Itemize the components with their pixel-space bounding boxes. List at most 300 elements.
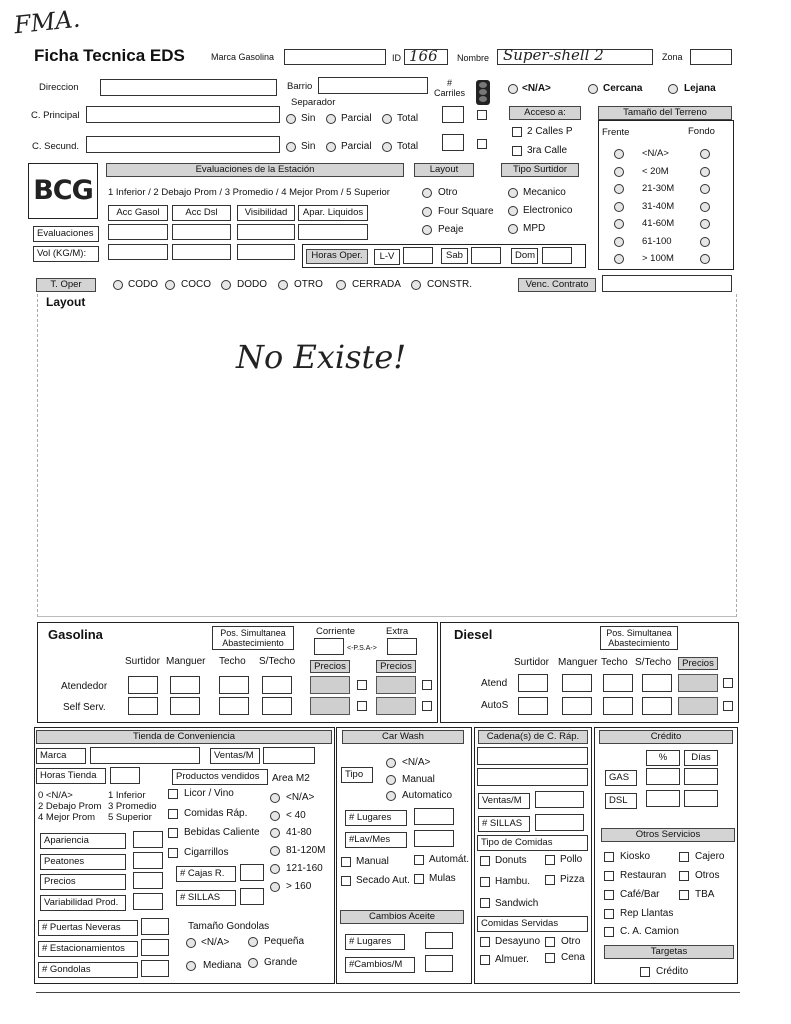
horas-dom-label: Dom: [511, 248, 538, 264]
cadena-name-field-1[interactable]: [477, 747, 588, 765]
layout-peaje-radio[interactable]: [422, 225, 432, 235]
comida-donuts-checkbox[interactable]: [480, 856, 490, 866]
diesel-r0-c0-field[interactable]: [518, 674, 548, 692]
servicio-checkbox-0[interactable]: [604, 852, 614, 862]
gondola-na-label: <N/A>: [201, 937, 230, 948]
distance-lejana-radio[interactable]: [668, 84, 678, 94]
producto-checkbox-0[interactable]: [168, 789, 178, 799]
toper-coco-radio[interactable]: [165, 280, 175, 290]
servida-desayuno-checkbox[interactable]: [480, 937, 490, 947]
surtidor-mecanico-label: Mecanico: [523, 187, 566, 198]
distance-cercana-radio[interactable]: [588, 84, 598, 94]
gondolas-field[interactable]: [141, 960, 169, 977]
targeta-credito-checkbox[interactable]: [640, 967, 650, 977]
diesel-r0-c1-field[interactable]: [562, 674, 592, 692]
sep1-total-label: Total: [397, 113, 419, 124]
carwash-automat-checkbox[interactable]: [414, 855, 424, 865]
toper-otro-label: OTRO: [294, 279, 323, 290]
tienda-sillas-field[interactable]: [240, 888, 264, 905]
credito-gas-label: GAS: [605, 770, 637, 786]
terreno-fondo-radio-0[interactable]: [700, 149, 710, 159]
diesel-r0-c2-field[interactable]: [603, 674, 633, 692]
comida-pollo-label: Pollo: [560, 854, 583, 865]
diesel-col-stecho: S/Techo: [635, 657, 672, 668]
toper-dodo-label: DODO: [237, 279, 267, 290]
tienda-eval-field-0[interactable]: [133, 831, 163, 848]
nombre-label: Nombre: [457, 53, 490, 63]
acceso-3racalle-checkbox[interactable]: [512, 146, 522, 156]
carwash-manual-radio[interactable]: [386, 775, 396, 785]
gasolina-psa-label: <-P.S.A->: [347, 645, 377, 652]
producto-checkbox-3[interactable]: [168, 848, 178, 858]
servicio-label-5: TBA: [695, 889, 715, 900]
carwash-header: Car Wash: [342, 730, 464, 744]
credito-gas-pct-field[interactable]: [646, 768, 680, 785]
terreno-frente-radio-2[interactable]: [614, 184, 624, 194]
toper-constr-radio[interactable]: [411, 280, 421, 290]
distance-na-label: <N/A>: [522, 83, 551, 94]
eval-col-acc-dsl: Acc Dsl: [172, 205, 231, 221]
tamano-gondolas-label: Tamaño Gondolas: [188, 921, 270, 932]
acceso-header: Acceso a:: [509, 106, 581, 120]
tienda-ventas-field[interactable]: [263, 747, 315, 764]
gasolina-r1-c0-field[interactable]: [128, 697, 158, 715]
direccion-field[interactable]: [100, 79, 277, 96]
servicio-checkbox-4[interactable]: [604, 890, 614, 900]
gasolina-precios-corriente-label: Precios: [310, 660, 350, 673]
servicio-checkbox-3[interactable]: [679, 871, 689, 881]
producto-checkbox-2[interactable]: [168, 828, 178, 838]
gasolina-r0-c2-field[interactable]: [219, 676, 249, 694]
c-secund-label: C. Secund.: [32, 141, 79, 152]
acceso-3racalle-label: 3ra Calle: [527, 145, 568, 156]
servicio-label-0: Kiosko: [620, 851, 651, 862]
venc-contrato-field[interactable]: [602, 275, 732, 292]
cadena-sillas-field[interactable]: [535, 814, 584, 831]
diesel-row-autos: AutoS: [481, 700, 509, 711]
toper-dodo-radio[interactable]: [221, 280, 231, 290]
layout-handwritten-note: No Existe!: [236, 338, 407, 376]
terreno-fondo-radio-1[interactable]: [700, 167, 710, 177]
gasolina-precio-extra-check-r0[interactable]: [422, 680, 432, 690]
carwash-lugares-label: # Lugares: [345, 810, 407, 826]
toper-cerrada-label: CERRADA: [352, 279, 401, 290]
marca-gasolina-label: Marca Gasolina: [211, 52, 275, 62]
sep1-parcial-radio[interactable]: [326, 114, 336, 124]
gasolina-precio-extra-r0[interactable]: [376, 676, 416, 694]
servida-cena-label: Cena: [561, 952, 585, 963]
acceso-2calles-label: 2 Calles P: [527, 126, 573, 137]
id-handwritten-value: 166: [409, 47, 438, 65]
cambios-lugares-label: # Lugares: [345, 934, 405, 950]
diesel-precio-r1[interactable]: [678, 697, 718, 715]
servicio-checkbox-7[interactable]: [604, 927, 614, 937]
gasolina-r0-c0-field[interactable]: [128, 676, 158, 694]
tienda-scale-0: 0 <N/A>: [38, 790, 73, 801]
credito-pct-label: %: [646, 750, 680, 766]
toper-coco-label: COCO: [181, 279, 211, 290]
gasolina-col-surtidor: Surtidor: [125, 656, 161, 667]
eval-apar-liquidos-field[interactable]: [298, 224, 368, 240]
horas-dom-field[interactable]: [542, 247, 572, 264]
cadena-name-field-2[interactable]: [477, 768, 588, 786]
layout-options-header: Layout: [414, 163, 474, 177]
gondola-mediana-radio[interactable]: [186, 961, 196, 971]
puertas-neveras-field[interactable]: [141, 918, 169, 935]
servida-almuer-checkbox[interactable]: [480, 955, 490, 965]
zona-field[interactable]: [690, 49, 732, 65]
layout-otro-label: Otro: [438, 187, 458, 198]
terreno-option-6: > 100M: [642, 253, 674, 264]
tienda-header: Tienda de Conveniencia: [36, 730, 332, 744]
area-option-2: 41-80: [286, 827, 312, 839]
c-principal-field[interactable]: [86, 106, 280, 123]
surtidor-mpd-radio[interactable]: [508, 224, 518, 234]
terreno-fondo-radio-4[interactable]: [700, 219, 710, 229]
carwash-manual-label: Manual: [402, 774, 435, 785]
surtidor-electronico-radio[interactable]: [508, 206, 518, 216]
diesel-row-atend: Atend: [481, 678, 508, 689]
servida-cena-checkbox[interactable]: [545, 953, 555, 963]
carriles-secund-field[interactable]: [442, 134, 464, 151]
marca-gasolina-field[interactable]: [284, 49, 386, 65]
credito-header: Crédito: [599, 730, 733, 744]
toper-codo-label: CODO: [128, 279, 158, 290]
layout-section-title: Layout: [46, 295, 86, 309]
carwash-secado-label: Secado Aut.: [356, 875, 410, 886]
form-title: Ficha Tecnica EDS: [34, 46, 185, 65]
cadena-sillas-label: # SILLAS: [478, 816, 530, 832]
direccion-label: Direccion: [39, 82, 79, 93]
area-option-0: <N/A>: [286, 792, 315, 803]
producto-label-3: Cigarrillos: [184, 846, 229, 858]
servicio-checkbox-2[interactable]: [604, 871, 614, 881]
area-radio-5[interactable]: [270, 882, 280, 892]
vol-acc-dsl-field[interactable]: [172, 244, 231, 260]
servicio-checkbox-5[interactable]: [679, 890, 689, 900]
gondolas-label: # Gondolas: [38, 962, 138, 978]
diesel-r1-c2-field[interactable]: [603, 697, 633, 715]
diesel-title: Diesel: [454, 627, 493, 642]
terreno-frente-radio-0[interactable]: [614, 149, 624, 159]
carwash-automatico-radio[interactable]: [386, 791, 396, 801]
diesel-col-techo: Techo: [601, 657, 628, 668]
eval-col-visibilidad: Visibilidad: [237, 205, 295, 221]
distance-na-radio[interactable]: [508, 84, 518, 94]
diesel-r1-c0-field[interactable]: [518, 697, 548, 715]
terreno-header: Tamaño del Terreno: [598, 106, 732, 120]
terreno-frente-radio-1[interactable]: [614, 167, 624, 177]
gasolina-precio-corriente-r0[interactable]: [310, 676, 350, 694]
carwash-mulas-checkbox[interactable]: [414, 874, 424, 884]
carriles-label: # Carriles: [434, 78, 466, 98]
surtidor-mecanico-radio[interactable]: [508, 188, 518, 198]
surtidor-electronico-label: Electronico: [523, 205, 573, 216]
comida-pizza-checkbox[interactable]: [545, 875, 555, 885]
carriles-principal-checkbox[interactable]: [477, 110, 487, 120]
gondola-grande-radio[interactable]: [248, 958, 258, 968]
puertas-neveras-label: # Puertas Neveras: [38, 920, 138, 936]
gasolina-col-stecho: S/Techo: [259, 656, 296, 667]
diesel-r1-c3-field[interactable]: [642, 697, 672, 715]
cambios-aceite-header: Cambios Aceite: [340, 910, 464, 924]
horas-sab-label: Sab: [441, 248, 468, 264]
barrio-label: Barrio: [287, 81, 313, 92]
diesel-col-surtidor: Surtidor: [514, 657, 550, 668]
vol-visibilidad-field[interactable]: [237, 244, 295, 260]
nombre-handwritten-value: Super-shell 2: [503, 46, 604, 64]
gondola-grande-label: Grande: [264, 957, 298, 968]
tienda-scale-5: 5 Superior: [108, 812, 152, 823]
area-radio-0[interactable]: [270, 793, 280, 803]
vol-row-label: Vol (KG/M):: [33, 246, 99, 262]
area-radio-4[interactable]: [270, 864, 280, 874]
area-option-5: > 160: [286, 880, 312, 892]
otros-servicios-header: Otros Servicios: [601, 828, 735, 842]
horas-lv-label: L-V: [374, 249, 400, 265]
servicio-checkbox-6[interactable]: [604, 909, 614, 919]
handwritten-corner-note: FMA.: [12, 4, 82, 40]
targetas-header: Targetas: [604, 945, 734, 959]
c-principal-label: C. Principal: [31, 110, 80, 121]
diesel-r1-c1-field[interactable]: [562, 697, 592, 715]
tienda-sillas-label: # SILLAS: [176, 890, 236, 906]
cadena-header: Cadena(s) de C. Ráp.: [478, 730, 588, 744]
gasolina-r0-c1-field[interactable]: [170, 676, 200, 694]
credito-dsl-label: DSL: [605, 793, 637, 809]
gasolina-r1-c2-field[interactable]: [219, 697, 249, 715]
targeta-credito-label: Crédito: [656, 966, 689, 977]
carwash-automat-label: Automát.: [429, 854, 470, 865]
tienda-scale-3: 3 Promedio: [108, 801, 157, 812]
gasolina-r1-c1-field[interactable]: [170, 697, 200, 715]
tienda-marca-label: Marca: [36, 748, 86, 764]
comida-donuts-label: Donuts: [495, 855, 527, 866]
diesel-col-manguer: Manguer: [558, 657, 598, 668]
surtidor-mpd-label: MPD: [523, 223, 546, 234]
terreno-fondo-radio-2[interactable]: [700, 184, 710, 194]
producto-label-1: Comidas Ráp.: [184, 807, 248, 819]
sep2-total-radio[interactable]: [382, 142, 392, 152]
gasolina-title: Gasolina: [48, 627, 103, 642]
carriles-secund-checkbox[interactable]: [477, 139, 487, 149]
eval-col-acc-gasol: Acc Gasol: [108, 205, 168, 221]
terreno-option-3: 31-40M: [642, 200, 675, 212]
tienda-horas-label: Horas Tienda: [36, 768, 106, 784]
c-secund-field[interactable]: [86, 136, 280, 153]
sep2-sin-radio[interactable]: [286, 142, 296, 152]
carwash-secado-checkbox[interactable]: [341, 876, 351, 886]
comida-hambu-checkbox[interactable]: [480, 877, 490, 887]
evaluaciones-row-label: Evaluaciones: [33, 226, 99, 242]
horas-oper-label: Horas Oper.: [306, 249, 368, 264]
eval-acc-dsl-field[interactable]: [172, 224, 231, 240]
estacionamientos-field[interactable]: [141, 939, 169, 956]
tienda-horas-field[interactable]: [110, 767, 140, 784]
gasolina-precio-corriente-check-r1[interactable]: [357, 701, 367, 711]
terreno-frente-radio-3[interactable]: [614, 202, 624, 212]
servicio-label-1: Cajero: [695, 851, 725, 862]
traffic-light-icon: [476, 80, 490, 105]
credito-dias-label: Días: [684, 750, 718, 766]
bcg-logo: BCG: [28, 163, 98, 219]
diesel-precio-check-r0[interactable]: [723, 678, 733, 688]
gasolina-precio-corriente-r1[interactable]: [310, 697, 350, 715]
evaluaciones-header: Evaluaciones de la Estación: [106, 163, 404, 177]
tienda-eval-field-3[interactable]: [133, 893, 163, 910]
barrio-field[interactable]: [318, 77, 428, 94]
carwash-lugares-field[interactable]: [414, 808, 454, 825]
terreno-fondo-radio-3[interactable]: [700, 202, 710, 212]
layout-foursquare-label: Four Square: [438, 206, 494, 217]
tienda-marca-field[interactable]: [90, 747, 200, 764]
carwash-manual-check-label: Manual: [356, 856, 389, 867]
gondola-na-radio[interactable]: [186, 938, 196, 948]
credito-gas-dias-field[interactable]: [684, 768, 718, 785]
gasolina-precio-corriente-check-r0[interactable]: [357, 680, 367, 690]
tienda-eval-label-2: Precios: [40, 874, 126, 890]
bottom-rule: [36, 992, 740, 993]
producto-label-2: Bebidas Caliente: [184, 827, 260, 838]
terreno-frente-radio-5[interactable]: [614, 237, 624, 247]
tienda-scale-4: 4 Mejor Prom: [38, 812, 96, 823]
credito-dsl-pct-field[interactable]: [646, 790, 680, 807]
tienda-ventas-label: Ventas/M: [210, 748, 260, 764]
productos-vendidos-label: Productos vendidos: [172, 769, 268, 785]
layout-peaje-label: Peaje: [438, 224, 464, 235]
gasolina-extra-field[interactable]: [387, 638, 417, 655]
diesel-precio-r0[interactable]: [678, 674, 718, 692]
diesel-precio-check-r1[interactable]: [723, 701, 733, 711]
terreno-option-2: 21-30M: [642, 183, 675, 194]
gasolina-row-atendedor: Atendedor: [61, 681, 108, 692]
eval-acc-gasol-field[interactable]: [108, 224, 168, 240]
carwash-manual-checkbox[interactable]: [341, 857, 351, 867]
servida-desayuno-label: Desayuno: [495, 936, 541, 947]
servicio-label-2: Restauran: [620, 870, 667, 881]
area-option-3: 81-120M: [286, 845, 326, 857]
toper-constr-label: CONSTR.: [427, 279, 472, 290]
sep2-total-label: Total: [397, 141, 419, 152]
gasolina-precio-extra-check-r1[interactable]: [422, 701, 432, 711]
servicio-label-6: Rep Llantas: [620, 908, 674, 919]
servicio-checkbox-1[interactable]: [679, 852, 689, 862]
zona-label: Zona: [662, 52, 683, 62]
cambios-lugares-field[interactable]: [425, 932, 453, 949]
cadena-ventas-label: Ventas/M: [478, 793, 530, 809]
comida-sandwich-label: Sandwich: [495, 898, 539, 909]
gasolina-precios-extra-label: Precios: [376, 660, 416, 673]
layout-otro-radio[interactable]: [422, 188, 432, 198]
cajas-field[interactable]: [240, 864, 264, 881]
terreno-option-1: < 20M: [642, 165, 669, 177]
eval-visibilidad-field[interactable]: [237, 224, 295, 240]
carwash-automatico-label: Automatico: [402, 790, 453, 801]
terreno-fondo-radio-6[interactable]: [700, 254, 710, 264]
cadena-ventas-field[interactable]: [535, 791, 584, 808]
terreno-option-0: <N/A>: [642, 148, 669, 159]
tienda-eval-field-2[interactable]: [133, 872, 163, 889]
terreno-frente-radio-6[interactable]: [614, 254, 624, 264]
t-oper-label: T. Oper: [36, 278, 96, 292]
area-radio-1[interactable]: [270, 811, 280, 821]
venc-contrato-label: Venc. Contrato: [518, 278, 596, 292]
horas-sab-field[interactable]: [471, 247, 501, 264]
fondo-label: Fondo: [688, 126, 715, 137]
layout-foursquare-radio[interactable]: [422, 207, 432, 217]
carwash-lav-field[interactable]: [414, 830, 454, 847]
separador-label: Separador: [291, 97, 336, 108]
gasolina-precio-extra-r1[interactable]: [376, 697, 416, 715]
tienda-eval-label-3: Variabilidad Prod.: [40, 895, 126, 911]
gasolina-corriente-field[interactable]: [314, 638, 344, 655]
id-label: ID: [392, 53, 401, 63]
tienda-eval-field-1[interactable]: [133, 852, 163, 869]
distance-cercana-label: Cercana: [603, 83, 643, 94]
carwash-na-radio[interactable]: [386, 758, 396, 768]
gasolina-col-manguer: Manguer: [166, 656, 206, 667]
comida-sandwich-checkbox[interactable]: [480, 898, 490, 908]
gasolina-r0-c3-field[interactable]: [262, 676, 292, 694]
gasolina-extra-label: Extra: [386, 626, 409, 637]
diesel-precios-label: Precios: [678, 657, 718, 670]
area-option-4: 121-160: [286, 862, 323, 874]
sep1-sin-label: Sin: [301, 113, 316, 124]
gasolina-col-techo: Techo: [219, 656, 246, 667]
sep2-parcial-radio[interactable]: [326, 142, 336, 152]
terreno-fondo-radio-5[interactable]: [700, 237, 710, 247]
comidas-servidas-label: Comidas Servidas: [477, 916, 588, 932]
diesel-r0-c3-field[interactable]: [642, 674, 672, 692]
carwash-lav-label: #Lav/Mes: [345, 832, 407, 848]
comida-pollo-checkbox[interactable]: [545, 855, 555, 865]
tienda-scale-2: 2 Debajo Prom: [38, 801, 102, 812]
carriles-principal-field[interactable]: [442, 106, 464, 123]
carwash-mulas-label: Mulas: [429, 873, 456, 884]
distance-lejana-label: Lejana: [684, 83, 716, 94]
toper-cerrada-radio[interactable]: [336, 280, 346, 290]
estacionamientos-label: # Estacionamientos: [38, 941, 138, 957]
carwash-tipo-label: Tipo: [341, 767, 373, 783]
tienda-eval-label-0: Apariencia: [40, 833, 126, 849]
sep1-sin-radio[interactable]: [286, 114, 296, 124]
gasolina-r1-c3-field[interactable]: [262, 697, 292, 715]
gondola-pequena-radio[interactable]: [248, 937, 258, 947]
carwash-na-label: <N/A>: [402, 757, 431, 768]
cambios-mes-field[interactable]: [425, 955, 453, 972]
toper-otro-radio[interactable]: [278, 280, 288, 290]
servicio-label-7: C. A. Camion: [620, 926, 679, 937]
area-option-1: < 40: [286, 809, 306, 821]
toper-codo-radio[interactable]: [113, 280, 123, 290]
area-m2-label: Area M2: [272, 773, 310, 784]
servida-otro-checkbox[interactable]: [545, 937, 555, 947]
credito-dsl-dias-field[interactable]: [684, 790, 718, 807]
terreno-frente-radio-4[interactable]: [614, 219, 624, 229]
vol-acc-gasol-field[interactable]: [108, 244, 168, 260]
tienda-eval-label-1: Peatones: [40, 854, 126, 870]
gondola-mediana-label: Mediana: [203, 960, 242, 971]
gasolina-corriente-label: Corriente: [316, 626, 356, 637]
producto-checkbox-1[interactable]: [168, 809, 178, 819]
tipo-surtidor-header: Tipo Surtidor: [501, 163, 579, 177]
acceso-2calles-checkbox[interactable]: [512, 127, 522, 137]
servicio-label-4: Café/Bar: [620, 889, 660, 900]
horas-lv-field[interactable]: [403, 247, 433, 264]
sep1-parcial-label: Parcial: [341, 113, 372, 124]
comida-pizza-label: Pizza: [560, 874, 585, 885]
sep1-total-radio[interactable]: [382, 114, 392, 124]
